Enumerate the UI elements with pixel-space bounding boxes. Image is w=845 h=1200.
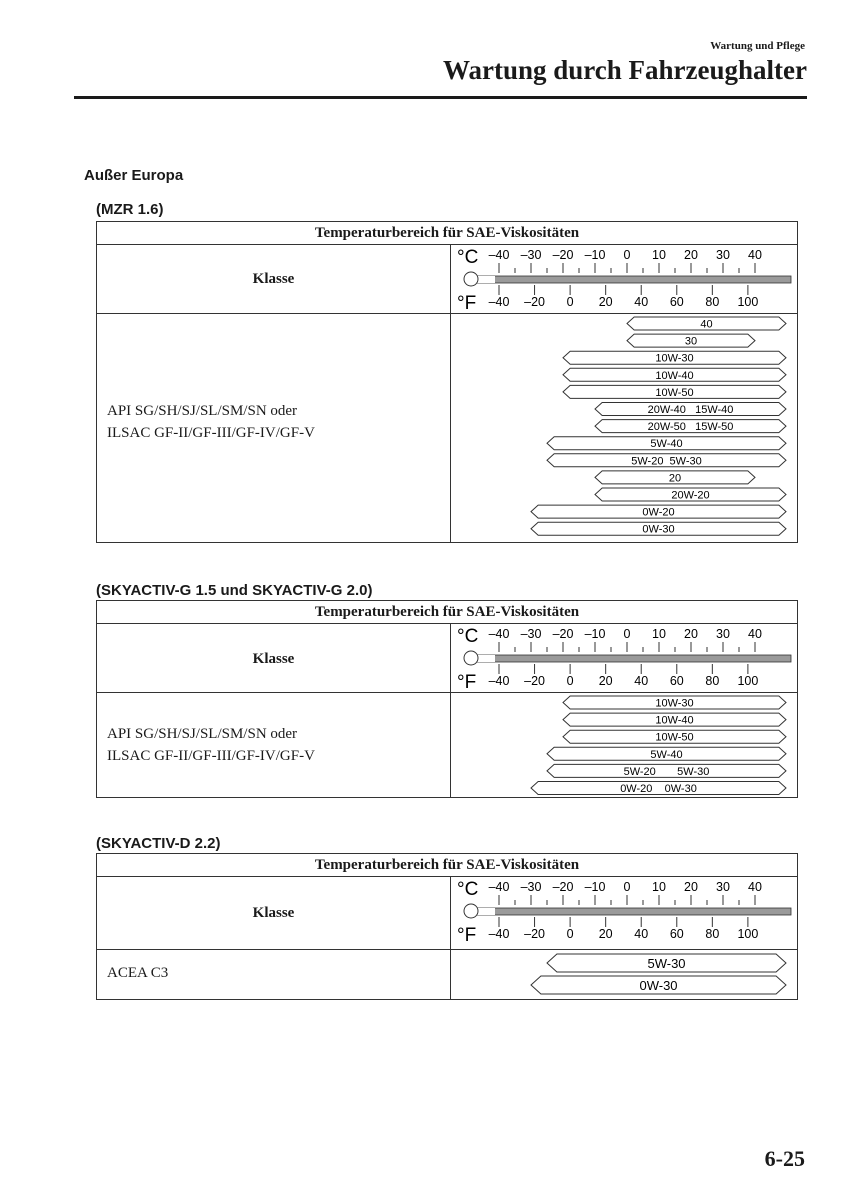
celsius-tick-label: –10 — [584, 880, 606, 894]
viscosity-bar-label: 5W-20 5W-30 — [631, 455, 702, 468]
celsius-tick-label: –20 — [552, 880, 574, 894]
fahrenheit-tick-label: 60 — [669, 674, 684, 688]
header-rule — [74, 96, 807, 99]
thermometer-bulb — [464, 272, 478, 286]
fahrenheit-tick-label: 100 — [737, 927, 759, 941]
fahrenheit-tick-label: 0 — [566, 674, 574, 688]
fahrenheit-tick-label: 0 — [566, 295, 574, 309]
celsius-tick-label: 30 — [716, 248, 730, 262]
celsius-tick-label: –10 — [584, 248, 606, 262]
viscosity-bar-label: 10W-50 — [655, 386, 694, 399]
fahrenheit-tick-label: 100 — [737, 674, 759, 688]
celsius-tick-label: –10 — [584, 627, 606, 641]
viscosity-bar-label: 10W-40 — [655, 714, 694, 727]
table-title: Temperaturbereich für SAE-Viskositäten — [97, 601, 797, 624]
table-title: Temperaturbereich für SAE-Viskositäten — [97, 854, 797, 877]
fahrenheit-tick-label: –20 — [524, 674, 545, 688]
viscosity-bars — [451, 694, 797, 797]
thermometer-neck — [477, 276, 495, 283]
spec-line: API SG/SH/SJ/SL/SM/SN oder — [107, 726, 298, 742]
fahrenheit-tick-label: –40 — [488, 674, 510, 688]
celsius-tick-label: 40 — [748, 627, 762, 641]
viscosity-bar-label: 0W-30 — [642, 523, 675, 536]
celsius-unit: °C — [457, 626, 479, 647]
spec-text — [107, 400, 315, 444]
fahrenheit-tick-label: 60 — [669, 295, 684, 309]
viscosity-bar-label: 20W-40 15W-40 — [647, 404, 734, 416]
spec-line: ILSAC GF-II/GF-III/GF-IV/GF-V — [107, 748, 315, 764]
class-label: Klasse — [252, 651, 295, 667]
fahrenheit-tick-label: 60 — [669, 927, 684, 941]
viscosity-bar-label: 20W-20 — [671, 489, 710, 502]
viscosity-bar-label: 5W-40 — [650, 748, 683, 761]
celsius-tick-label: 20 — [684, 880, 698, 894]
fahrenheit-tick-label: 40 — [634, 295, 649, 309]
viscosity-bar-label: 10W-30 — [655, 352, 694, 365]
celsius-tick-label: –30 — [520, 248, 542, 262]
engine-heading-2: (SKYACTIV-G 1.5 und SKYACTIV-G 2.0) — [96, 582, 373, 599]
celsius-tick-label: 30 — [716, 627, 730, 641]
celsius-tick-label: 30 — [716, 880, 730, 894]
table-divider — [97, 949, 797, 950]
table-divider — [97, 313, 797, 314]
celsius-tick-label: –40 — [488, 880, 510, 894]
viscosity-bar-label: 30 — [684, 335, 698, 348]
spec-text — [107, 723, 315, 767]
fahrenheit-tick-label: –20 — [524, 295, 545, 309]
thermometer-neck — [477, 655, 495, 662]
fahrenheit-unit: °F — [457, 925, 477, 946]
viscosity-bar-label: 5W-40 — [650, 438, 683, 451]
celsius-tick-label: 40 — [748, 880, 762, 894]
fahrenheit-tick-label: –40 — [488, 295, 510, 309]
section-header: Wartung und Pflege — [710, 40, 805, 52]
page-number: 6-25 — [764, 1146, 805, 1171]
fahrenheit-tick-label: 100 — [737, 295, 759, 309]
viscosity-table-1 — [96, 221, 798, 543]
fahrenheit-tick-label: 80 — [705, 674, 720, 688]
celsius-tick-label: 0 — [623, 627, 631, 641]
celsius-unit: °C — [457, 879, 479, 900]
temperature-scale — [451, 877, 797, 949]
class-label: Klasse — [252, 905, 295, 921]
region-heading: Außer Europa — [84, 167, 184, 184]
fahrenheit-tick-label: –40 — [488, 927, 510, 941]
temperature-scale — [451, 624, 797, 692]
celsius-tick-label: –40 — [488, 248, 510, 262]
viscosity-bar-label: 10W-50 — [655, 731, 694, 744]
celsius-tick-label: –30 — [520, 627, 542, 641]
viscosity-bar-label: 20W-50 15W-50 — [647, 421, 734, 434]
viscosity-bar-label: 20 — [668, 472, 682, 485]
viscosity-bar-label: 5W-30 — [647, 956, 686, 971]
fahrenheit-tick-label: –20 — [524, 927, 545, 941]
thermometer-neck — [477, 908, 495, 915]
viscosity-bar-label: 40 — [700, 318, 713, 331]
celsius-tick-label: 40 — [748, 248, 762, 262]
temperature-scale — [451, 245, 797, 313]
celsius-tick-label: 20 — [684, 627, 698, 641]
spec-line: ILSAC GF-II/GF-III/GF-IV/GF-V — [107, 425, 315, 441]
engine-heading-3: (SKYACTIV-D 2.2) — [96, 835, 221, 852]
viscosity-bar-label: 0W-20 — [642, 506, 675, 519]
thermometer-column — [477, 655, 791, 662]
fahrenheit-tick-label: 80 — [705, 927, 720, 941]
celsius-tick-label: –20 — [552, 248, 574, 262]
spec-line: API SG/SH/SJ/SL/SM/SN oder — [107, 403, 298, 419]
thermometer-bulb — [464, 904, 478, 918]
viscosity-bar-label: 0W-20 0W-30 — [620, 783, 697, 795]
viscosity-bar-label: 10W-40 — [655, 369, 694, 382]
thermometer-column — [477, 276, 791, 283]
thermometer-bulb — [464, 651, 478, 665]
spec-line: ACEA C3 — [107, 965, 169, 981]
celsius-tick-label: 10 — [652, 627, 666, 641]
viscosity-bar-label: 5W-20 5W-30 — [623, 765, 710, 778]
thermometer-column — [477, 908, 791, 915]
viscosity-bar-label: 0W-30 — [639, 978, 678, 993]
fahrenheit-tick-label: 20 — [598, 927, 613, 941]
celsius-tick-label: –30 — [520, 880, 542, 894]
fahrenheit-tick-label: 20 — [598, 674, 613, 688]
engine-heading-1: (MZR 1.6) — [96, 201, 164, 218]
page-title: Wartung durch Fahrzeughalter — [443, 55, 807, 85]
celsius-unit: °C — [457, 247, 479, 268]
fahrenheit-unit: °F — [457, 672, 477, 692]
viscosity-bar-label: 10W-30 — [655, 697, 694, 710]
viscosity-bars — [451, 315, 797, 541]
spec-text — [107, 962, 168, 984]
celsius-tick-label: 10 — [652, 880, 666, 894]
celsius-tick-label: 10 — [652, 248, 666, 262]
fahrenheit-tick-label: 40 — [634, 674, 649, 688]
viscosity-table-2 — [96, 600, 798, 798]
table-divider — [97, 692, 797, 693]
viscosity-table-3 — [96, 853, 798, 1000]
fahrenheit-tick-label: 40 — [634, 927, 649, 941]
fahrenheit-tick-label: 20 — [598, 295, 613, 309]
viscosity-bars — [451, 951, 797, 999]
celsius-tick-label: –40 — [488, 627, 510, 641]
fahrenheit-tick-label: 0 — [566, 927, 574, 941]
celsius-tick-label: 0 — [623, 248, 631, 262]
celsius-tick-label: 20 — [684, 248, 698, 262]
table-title: Temperaturbereich für SAE-Viskositäten — [97, 222, 797, 245]
fahrenheit-tick-label: 80 — [705, 295, 720, 309]
celsius-tick-label: –20 — [552, 627, 574, 641]
fahrenheit-unit: °F — [457, 293, 477, 313]
celsius-tick-label: 0 — [623, 880, 631, 894]
class-label: Klasse — [252, 271, 295, 287]
